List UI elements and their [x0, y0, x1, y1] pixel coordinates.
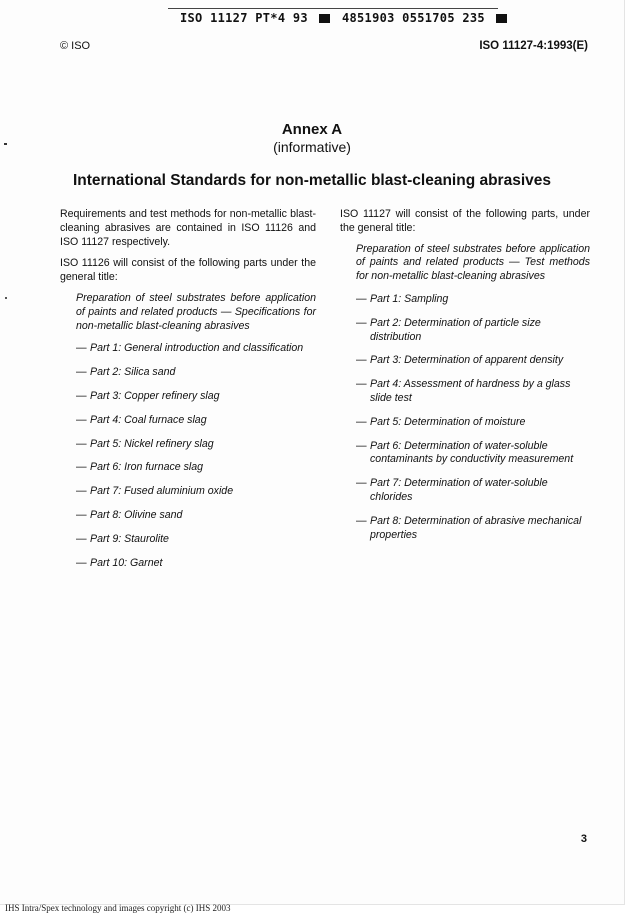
- intro-paragraph: Requirements and test methods for non-metallic blast-cleaning abrasives are contained in ISO 11126 and ISO 11127 respectively.: [60, 208, 316, 248]
- list-item: [340, 416, 590, 430]
- list-item: [60, 342, 316, 356]
- left-column: [60, 208, 316, 580]
- list-item: [340, 293, 590, 307]
- part-text: Part 1: Sampling: [370, 292, 449, 305]
- list-item: [60, 461, 316, 475]
- standard-number: ISO 11127-4:1993(E): [479, 40, 588, 52]
- dash-bullet: —: [356, 292, 367, 305]
- iso-11127-parts-list: [340, 293, 590, 542]
- list-item: [340, 440, 590, 468]
- part-text: Part 5: Determination of moisture: [370, 415, 526, 428]
- iso-11126-lead: ISO 11126 will consist of the following parts under the general title:: [60, 257, 316, 284]
- barcode-part-1: ISO 11127 PT*4 93: [180, 11, 308, 25]
- list-item: [340, 354, 590, 368]
- list-item: [60, 366, 316, 380]
- part-text: Part 2: Silica sand: [90, 366, 176, 379]
- part-text: Part 6: Iron furnace slag: [90, 461, 204, 474]
- part-text: Part 9: Staurolite: [90, 532, 169, 545]
- iso-11126-general-title: Preparation of steel substrates before application of paints and related products — Specifications for non-metallic blast-cleaning abrasives: [76, 291, 316, 332]
- part-text: Part 5: Nickel refinery slag: [90, 437, 214, 450]
- annex-title: International Standards for non-metallic blast-cleaning abrasives: [72, 172, 552, 189]
- dash-bullet: —: [356, 378, 367, 391]
- scan-speck: [5, 297, 7, 299]
- iso-11127-general-title: Preparation of steel substrates before application of paints and related products — Test methods for non-metallic blast-cleaning abrasives: [356, 242, 590, 283]
- dash-bullet: —: [356, 354, 367, 367]
- part-text: Part 4: Assessment of hardness by a glass slide test: [370, 378, 571, 404]
- barcode-part-2: 4851903 0551705 235: [341, 11, 485, 25]
- dash-bullet: —: [356, 439, 367, 452]
- list-item: [60, 485, 316, 499]
- dash-bullet: —: [356, 514, 367, 527]
- dash-bullet: —: [76, 508, 87, 521]
- annex-type: (informative): [273, 139, 351, 155]
- copyright-footer: IHS Intra/Spex technology and images copyright (c) IHS 2003: [5, 903, 231, 913]
- list-item: [340, 378, 590, 406]
- page-number: 3: [580, 833, 587, 845]
- barcode-block-mark: [319, 14, 330, 23]
- list-item: [60, 438, 316, 452]
- dash-bullet: —: [76, 389, 87, 402]
- list-item: [340, 477, 590, 505]
- part-text: Part 7: Fused aluminium oxide: [90, 485, 234, 498]
- dash-bullet: —: [356, 316, 367, 329]
- part-text: Part 2: Determination of particle size distribution: [370, 316, 541, 343]
- part-text: Part 1: General introduction and classification: [90, 342, 304, 355]
- part-text: Part 8: Determination of abrasive mechanical properties: [370, 514, 582, 541]
- part-text: Part 6: Determination of water-soluble contaminants by conductivity measurement: [370, 439, 574, 466]
- list-item: [60, 390, 316, 404]
- dash-bullet: —: [76, 437, 87, 450]
- iso-11127-lead: ISO 11127 will consist of the following parts, under the general title:: [340, 208, 590, 234]
- list-item: [60, 533, 316, 547]
- dash-bullet: —: [76, 461, 87, 474]
- list-item: [340, 317, 590, 345]
- scan-edge-line: [168, 8, 498, 9]
- part-text: Part 3: Copper refinery slag: [90, 389, 220, 402]
- dash-bullet: —: [76, 485, 87, 498]
- dash-bullet: —: [76, 366, 87, 379]
- dash-bullet: —: [76, 413, 87, 426]
- part-text: Part 8: Olivine sand: [90, 508, 183, 521]
- right-column: [340, 208, 590, 552]
- list-item: [340, 515, 590, 543]
- dash-bullet: —: [76, 532, 87, 545]
- dash-bullet: —: [356, 477, 367, 490]
- part-text: Part 10: Garnet: [90, 556, 163, 569]
- dash-bullet: —: [76, 342, 87, 355]
- dash-bullet: —: [76, 556, 87, 569]
- copyright-mark: © ISO: [60, 40, 91, 52]
- barcode-block-mark: [496, 14, 507, 23]
- part-text: Part 7: Determination of water-soluble chlorides: [370, 477, 548, 503]
- document-barcode: [180, 11, 511, 25]
- list-item: [60, 509, 316, 523]
- part-text: Part 4: Coal furnace slag: [90, 413, 207, 426]
- dash-bullet: —: [356, 415, 367, 428]
- list-item: [60, 557, 316, 571]
- annex-label: Annex A: [281, 121, 343, 138]
- list-item: [60, 414, 316, 428]
- part-text: Part 3: Determination of apparent density: [370, 354, 564, 367]
- iso-11126-parts-list: [60, 342, 316, 570]
